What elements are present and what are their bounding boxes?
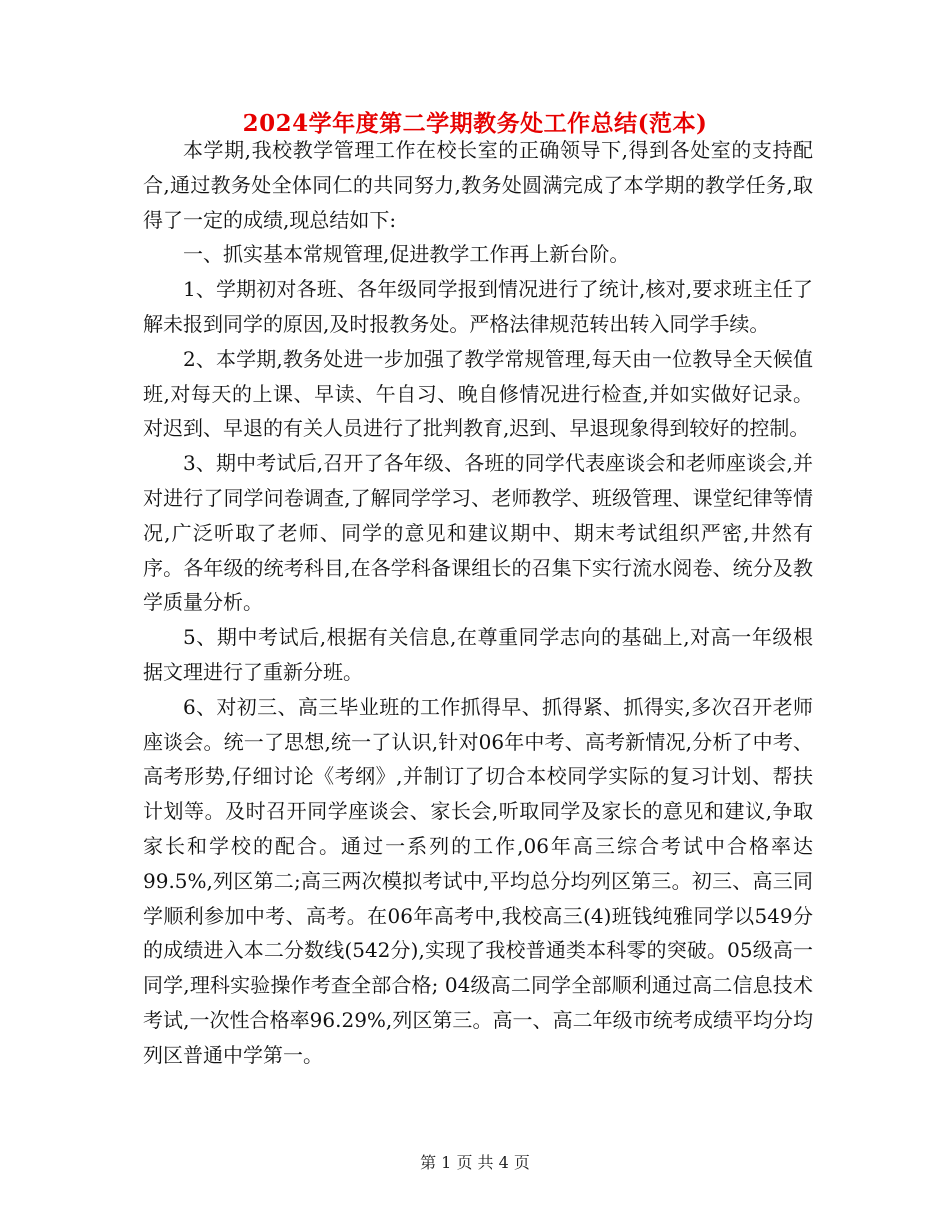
paragraph-intro: 本学期,我校教学管理工作在校长室的正确领导下,得到各处室的支持配合,通过教务处全体同仁的共同努力,教务处圆满完成了本学期的教学任务,取得了一定的成绩,现总结如下:: [143, 138, 813, 232]
paragraph-item-2: 2、本学期,教务处进一步加强了教学常规管理,每天由一位教导全天候值班,对每天的上课、早读、午自习、晚自修情况进行检查,并如实做好记录。对迟到、早退的有关人员进行了批判教育,迟到、早退现象得到较好的控制。: [143, 346, 813, 441]
page-footer: 第 1 页 共 4 页: [420, 1153, 530, 1172]
paragraph-item-3: 3、期中考试后,召开了各年级、各班的同学代表座谈会和老师座谈会,并对进行了同学问卷调查,了解同学学习、老师教学、班级管理、课堂纪律等情况,广泛听取了老师、同学的意见和建议期中、期末考试组织严密,井然有序。各年级的统考科目,在各学科备课组长的召集下实行流水阅卷、统分及教学质量分析。: [143, 451, 813, 615]
paragraph-item-5: 5、期中考试后,根据有关信息,在尊重同学志向的基础上,对高一年级根据文理进行了重新分班。: [143, 625, 813, 684]
section-heading-1: 一、抓实基本常规管理,促进教学工作再上新台阶。: [183, 242, 630, 267]
paragraph-item-1: 1、学期初对各班、各年级同学报到情况进行了统计,核对,要求班主任了解未报到同学的原因,及时报教务处。严格法律规范转出转入同学手续。: [143, 277, 813, 336]
document-body: [143, 133, 813, 1073]
page-title: 2024学年度第二学期教务处工作总结(范本): [242, 110, 708, 137]
paragraph-item-6: 6、对初三、高三毕业班的工作抓得早、抓得紧、抓得实,多次召开老师座谈会。统一了思想,统一了认识,针对06年中考、高考新情况,分析了中考、高考形势,仔细讨论《考纲》,并制订了切合本校同学实际的复习计划、帮扶计划等。及时召开同学座谈会、家长会,听取同学及家长的意见和建议,争取家长和学校的配合。通过一系列的工作,06年高三综合考试中合格率达 99.5%,列区第二;高三两次模拟考试中,平均总分均列区第三。初三、高三同学顺利参加中考、高考。在06年高考中,我校高三(4)班钱纯雅同学以549分的成绩进入本二分数线(542分),实现了我校普通类本科零的突破。05级高一同学,理科实验操作考查全部合格; 04级高二同学全部顺利通过高二信息技术考试,一次性合格率96.29%,列区第三。高一、高二年级市统考成绩平均分均列区普通中学第一。: [143, 694, 813, 1067]
